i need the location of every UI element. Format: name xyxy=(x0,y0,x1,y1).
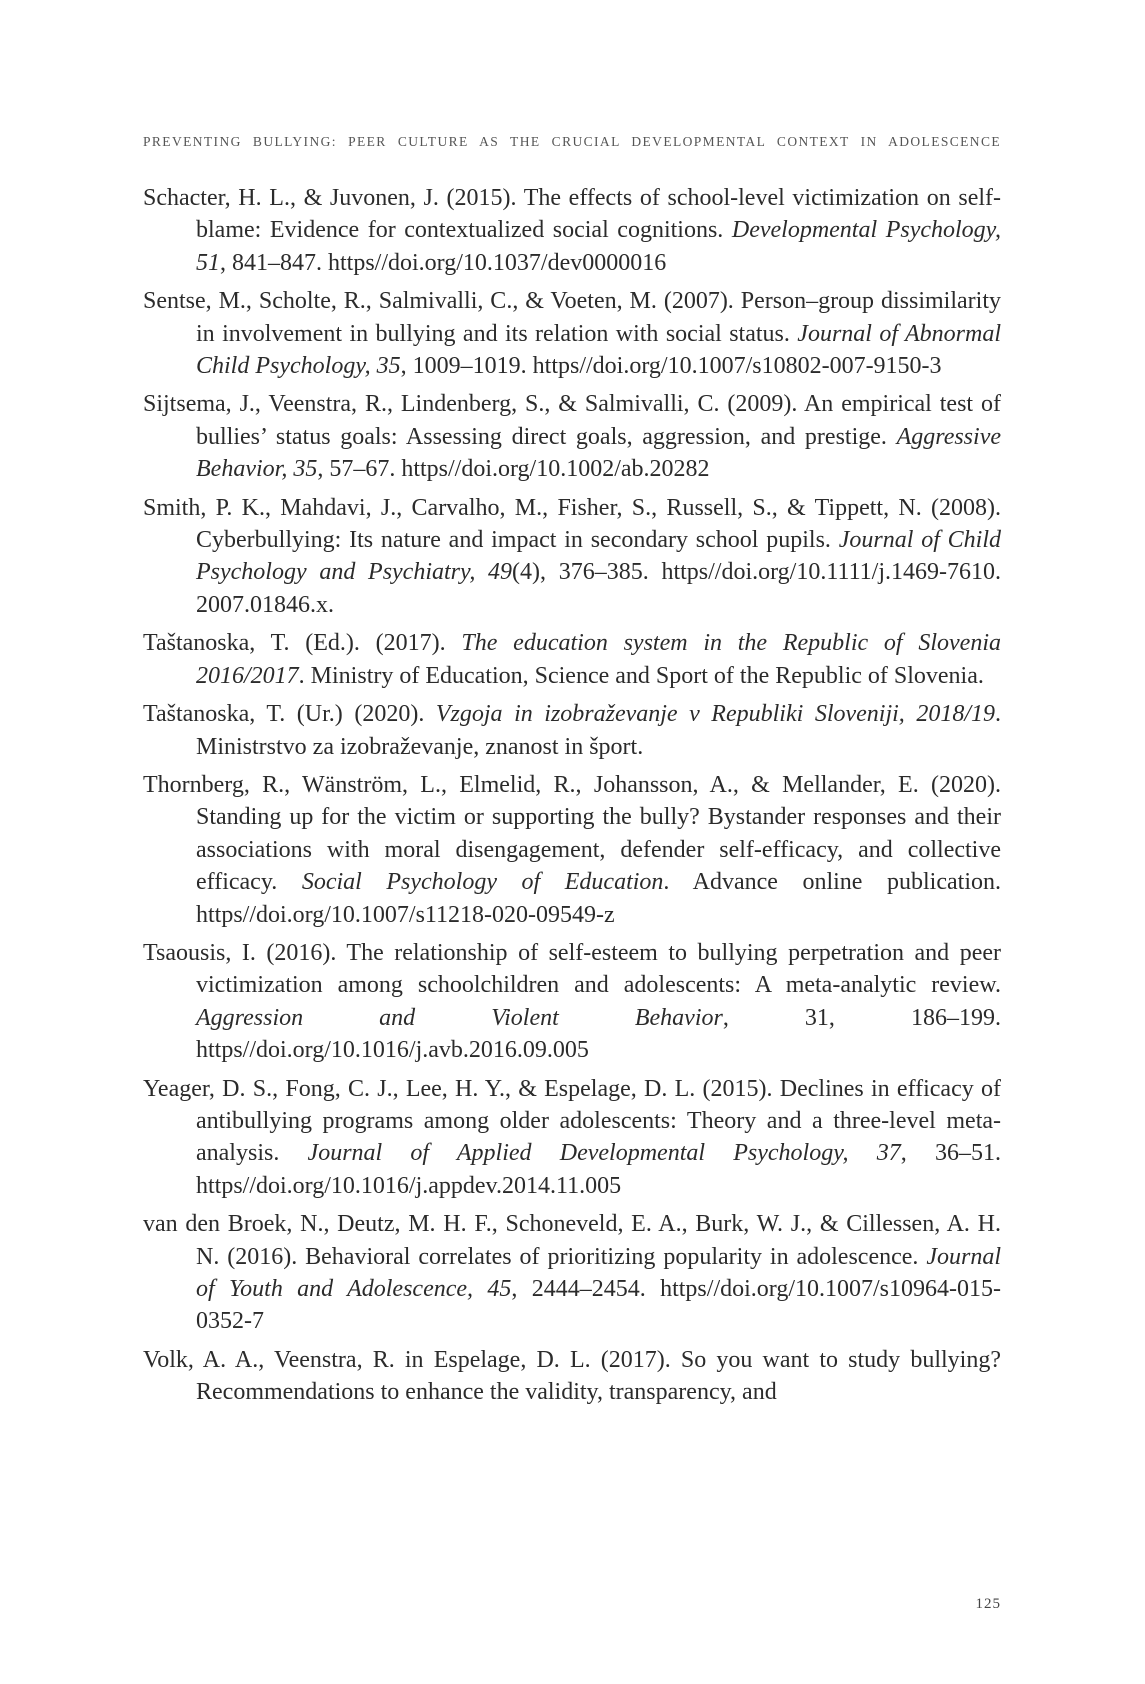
reference-details: , 2444–2454. https//doi.org/10.1007/s10964-015-0352-7 xyxy=(196,1276,1001,1335)
reference-text: Tsaousis, I. (2016). The relationship of self-esteem to bullying perpetration and peer victimization among schoolchildren and adolescents: A meta-analytic review. xyxy=(143,939,1001,999)
reference-journal: Journal of Applied Developmental Psychology, 37 xyxy=(307,1140,901,1167)
reference-details: . Ministry of Education, Science and Sport of the Republic of Slovenia. xyxy=(298,662,984,689)
reference-journal: Vzgoja in izobraževanje v Republiki Sloveniji, 2018/19 xyxy=(435,701,995,728)
page-number: 125 xyxy=(975,1596,1001,1612)
running-header: PREVENTING BULLYING: PEER CULTURE AS THE CRUCIAL DEVELOPMENTAL CONTEXT IN ADOLESCENCE xyxy=(143,134,1001,149)
reference-journal: The education system in the Republic of Slovenia 2016/2017 xyxy=(196,630,1001,689)
reference-journal: Journal of Abnormal Child Psychology, 35 xyxy=(196,320,1001,380)
reference-text: Taštanoska, T. (Ed.). (2017). xyxy=(143,630,462,657)
reference-entry xyxy=(143,492,1001,622)
reference-entry xyxy=(143,1208,1001,1338)
reference-text: Schacter, H. L., & Juvonen, J. (2015). The effects of school-level victimization on self-blame: Evidence for contextualized social cognitions. xyxy=(143,185,1001,244)
reference-journal: Aggressive Behavior, 35 xyxy=(196,423,1001,483)
reference-entry xyxy=(143,769,1001,931)
reference-text: Volk, A. A., Veenstra, R. in Espelage, D. L. (2017). So you want to study bullying? Recommendations to enhance the validity, transparency, and xyxy=(143,1346,1001,1406)
reference-text: Sijtsema, J., Veenstra, R., Lindenberg, S., & Salmivalli, C. (2009). An empirical test of bullies’ status goals: Assessing direct goals, aggression, and prestige. xyxy=(143,391,1001,450)
reference-details: , 36–51. https//doi.org/10.1016/j.appdev.2014.11.005 xyxy=(196,1140,1002,1199)
reference-entry xyxy=(143,698,1001,763)
reference-details: . Ministrstvo za izobraževanje, znanost in šport. xyxy=(196,701,1001,760)
reference-text: Yeager, D. S., Fong, C. J., Lee, H. Y., & Espelage, D. L. (2015). Declines in efficacy of antibullying programs among older adolescents: Theory and a three-level meta-analysis. xyxy=(143,1075,1001,1167)
reference-text: Sentse, M., Scholte, R., Salmivalli, C., & Voeten, M. (2007). Person–group dissimilarity in involvement in bullying and its relation with social status. xyxy=(143,288,1001,347)
reference-entry xyxy=(143,937,1001,1067)
reference-text: Smith, P. K., Mahdavi, J., Carvalho, M., Fisher, S., Russell, S., & Tippett, N. (2008). Cyberbullying: Its nature and impact in secondary school pupils. xyxy=(143,494,1001,554)
reference-details: , 57–67. https//doi.org/10.1002/ab.20282 xyxy=(317,456,710,483)
reference-details: . Advance online publication. https//doi.org/10.1007/s11218-020-09549-z xyxy=(196,869,1001,928)
reference-text: van den Broek, N., Deutz, M. H. F., Schoneveld, E. A., Burk, W. J., & Cillessen, A. H. N. (2016). Behavioral correlates of prioritizing popularity in adolescence. xyxy=(143,1211,1001,1270)
reference-entry xyxy=(143,285,1001,382)
reference-text: Taštanoska, T. (Ur.) (2020). xyxy=(143,701,436,728)
reference-entry xyxy=(143,1073,1001,1203)
reference-entry xyxy=(143,1344,1001,1409)
reference-journal: Journal of Youth and Adolescence, 45 xyxy=(196,1243,1001,1302)
reference-journal: Journal of Child Psychology and Psychiatry, 49 xyxy=(196,527,1002,586)
reference-entry xyxy=(143,388,1001,485)
reference-details: , 31, 186–199. https//doi.org/10.1016/j.avb.2016.09.005 xyxy=(196,1004,1001,1064)
reference-entry xyxy=(143,627,1001,692)
reference-details: , 1009–1019. https//doi.org/10.1007/s10802-007-9150-3 xyxy=(400,353,942,380)
reference-details: (4), 376–385. https//doi.org/10.1111/j.1469-7610. 2007.01846.x. xyxy=(196,559,1001,618)
reference-details: , 841–847. https//doi.org/10.1037/dev0000016 xyxy=(220,249,667,276)
reference-text: Thornberg, R., Wänström, L., Elmelid, R., Johansson, A., & Mellander, E. (2020). Standing up for the victim or supporting the bully? Bystander responses and their associations with moral disengagement, defender self-efficacy, and collective efficacy. xyxy=(143,771,1001,896)
reference-journal: Social Psychology of Education xyxy=(301,869,664,896)
reference-entry xyxy=(143,182,1001,279)
reference-list xyxy=(143,182,1001,1415)
reference-journal: Aggression and Violent Behavior xyxy=(196,1004,723,1031)
reference-journal: Developmental Psychology, 51 xyxy=(196,217,1001,276)
